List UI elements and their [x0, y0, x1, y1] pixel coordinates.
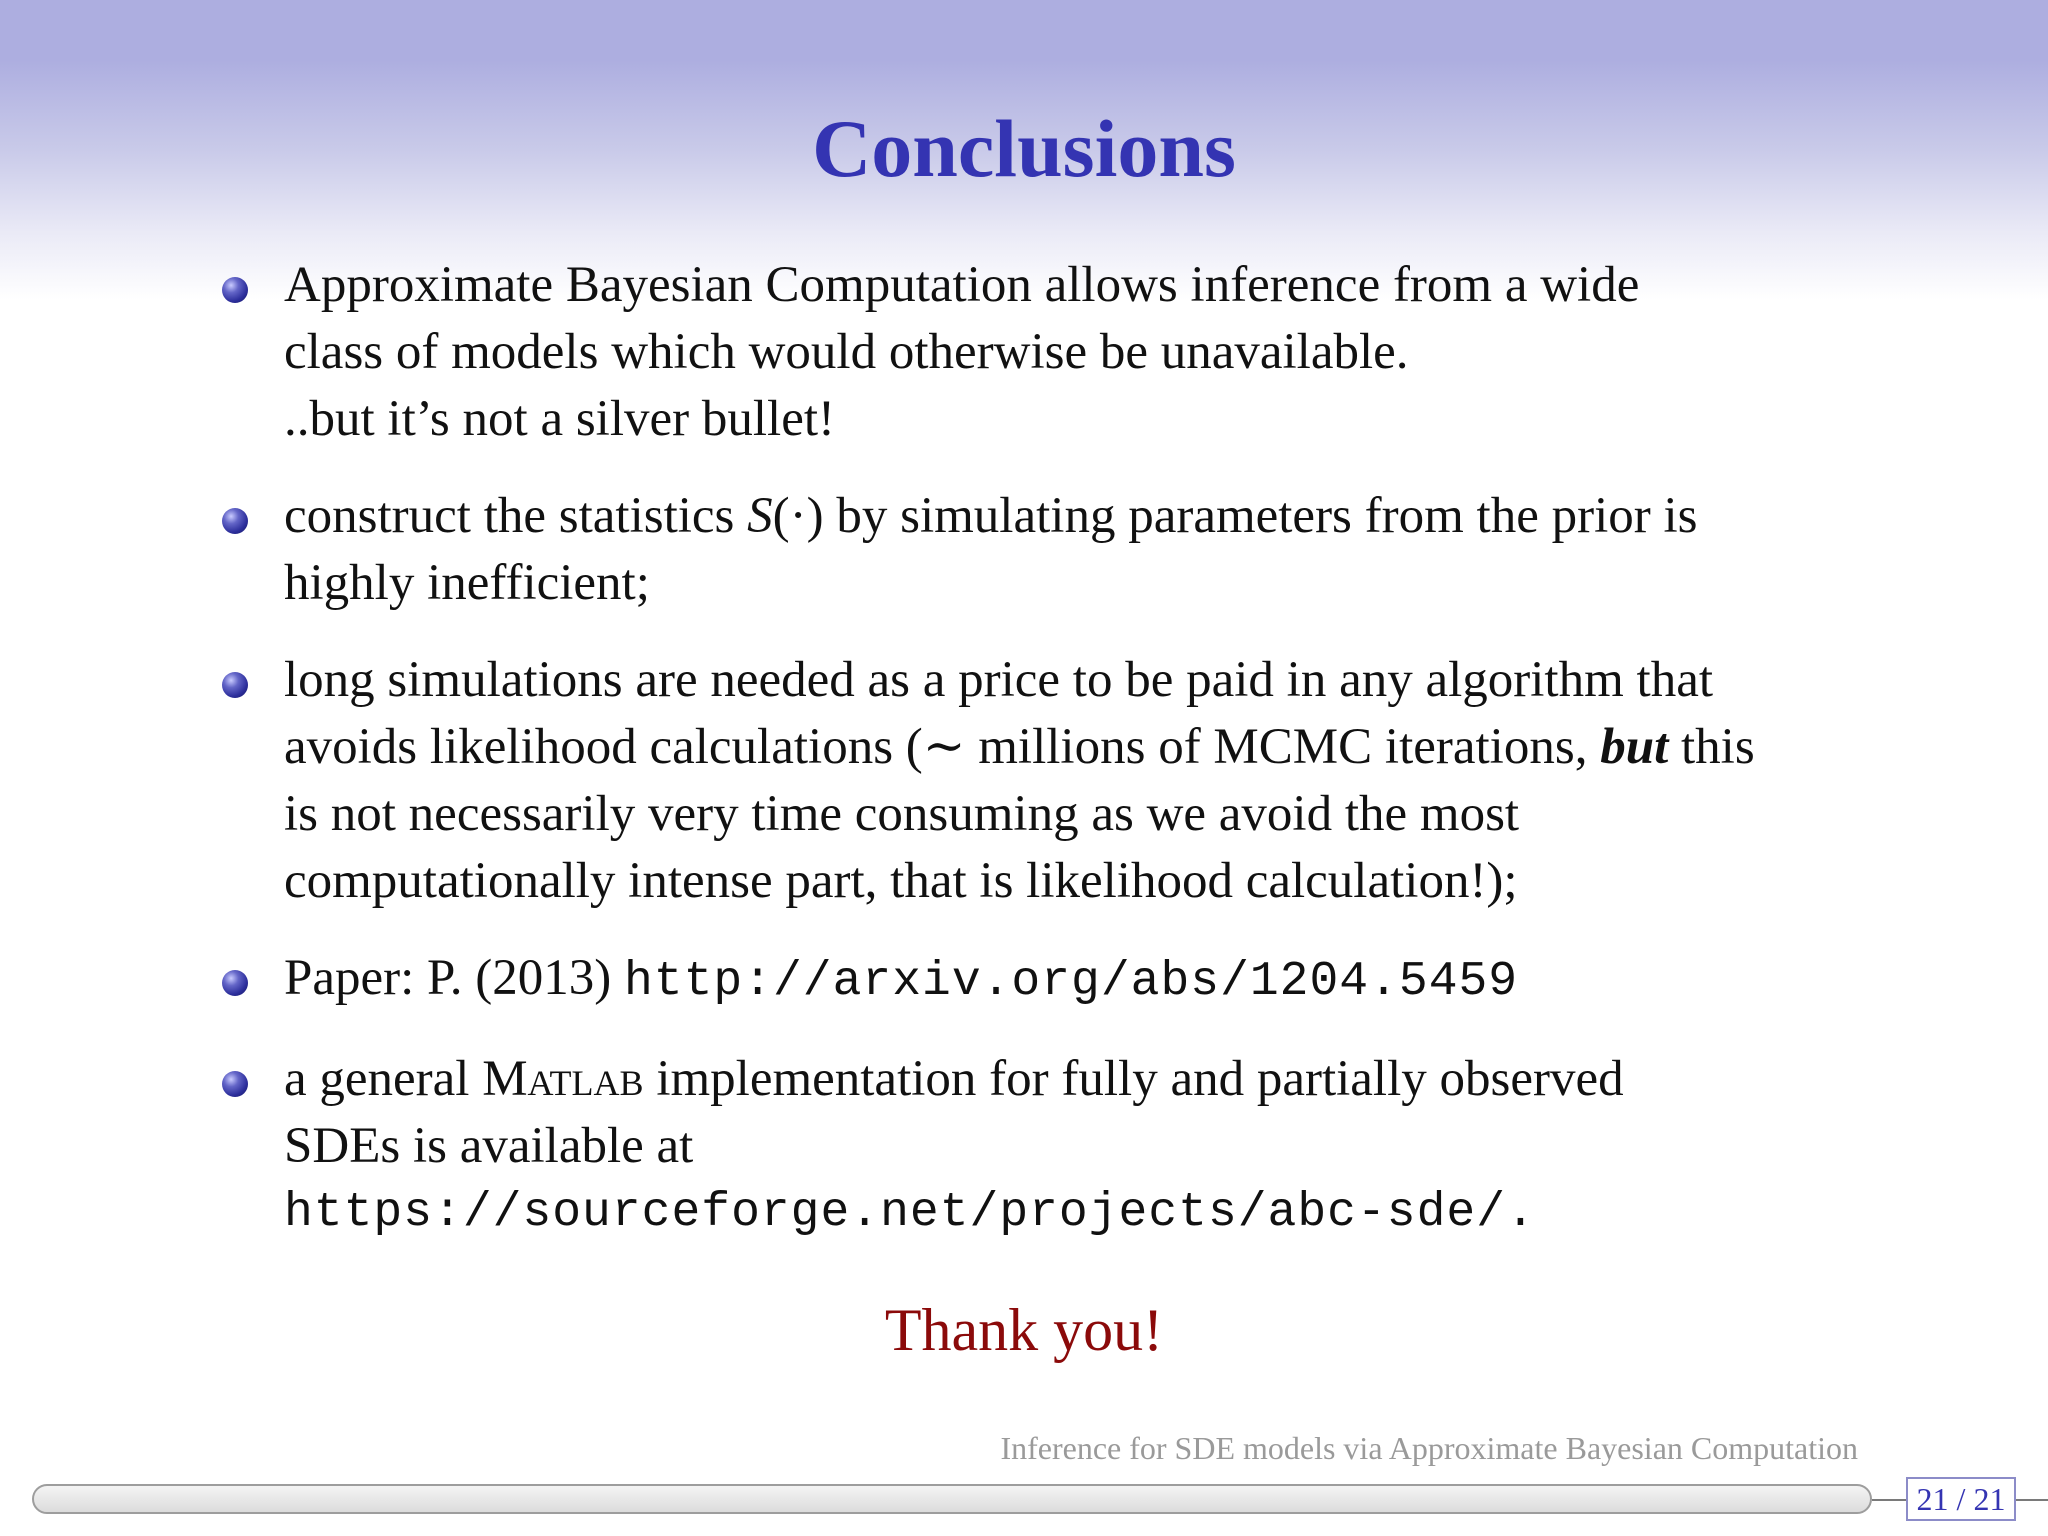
paper-link[interactable]: http://arxiv.org/abs/1204.5459 — [623, 955, 1519, 1009]
bullet-text-line: ..but it’s not a silver bullet! — [284, 391, 836, 447]
footer-title: Inference for SDE models via Approximate Bayesian Computation — [1000, 1430, 1858, 1466]
bullet-icon — [222, 277, 248, 303]
bullet-text-line: SDEs is available at — [284, 1118, 694, 1174]
bullet-icon — [222, 508, 248, 534]
matlab-brand: Matlab — [482, 1051, 644, 1107]
bullet-text: Paper: P. (2013) — [284, 950, 624, 1006]
bullet-item-paper — [222, 945, 1902, 1016]
bullet-item-matlab — [222, 1046, 1902, 1247]
bullet-text: a general — [284, 1051, 483, 1107]
thank-you-text: Thank you! — [884, 1297, 1164, 1363]
bullet-text: implementation for fully and partially observed — [643, 1051, 1624, 1107]
bullet-text-line: long simulations are needed as a price to be paid in any algorithm that — [284, 652, 1713, 708]
bullet-icon — [222, 1071, 248, 1097]
bullet-text-line — [284, 1046, 1902, 1113]
bullet-item-simulations — [222, 647, 1902, 915]
bullet-text: by simulating parameters from the prior is — [823, 488, 1698, 544]
bullet-text: avoids likelihood calculations (∼ millions of MCMC iterations, — [284, 719, 1601, 775]
bullet-text: construct the statistics — [284, 488, 748, 544]
bullet-text-line: is not necessarily very time consuming as we avoid the most — [284, 786, 1520, 842]
sourceforge-link[interactable]: https://sourceforge.net/projects/abc-sde/. — [284, 1186, 1536, 1240]
bullet-text-line: Approximate Bayesian Computation allows inference from a wide — [284, 257, 1640, 313]
bullet-icon — [222, 672, 248, 698]
bullet-text: this — [1668, 719, 1755, 775]
bullet-item-statistics — [222, 483, 1902, 617]
emphasis-text: but — [1600, 719, 1669, 775]
math-args: (·) — [772, 488, 824, 544]
math-symbol: S — [747, 488, 773, 544]
bullet-text-line: class of models which would otherwise be unavailable. — [284, 324, 1409, 380]
progress-bar[interactable] — [32, 1484, 1872, 1514]
bullet-list — [222, 252, 1902, 1277]
bullet-text-line: computationally intense part, that is likelihood calculation!); — [284, 853, 1518, 909]
bullet-text-line: highly inefficient; — [284, 555, 650, 611]
bullet-item-abc — [222, 252, 1902, 453]
slide-title: Conclusions — [812, 103, 1236, 194]
bullet-text-line — [284, 945, 1902, 1016]
bullet-text-line — [284, 714, 1902, 781]
page-number: 21 / 21 — [1906, 1477, 2016, 1521]
bullet-text-line — [284, 483, 1902, 550]
bullet-icon — [222, 970, 248, 996]
